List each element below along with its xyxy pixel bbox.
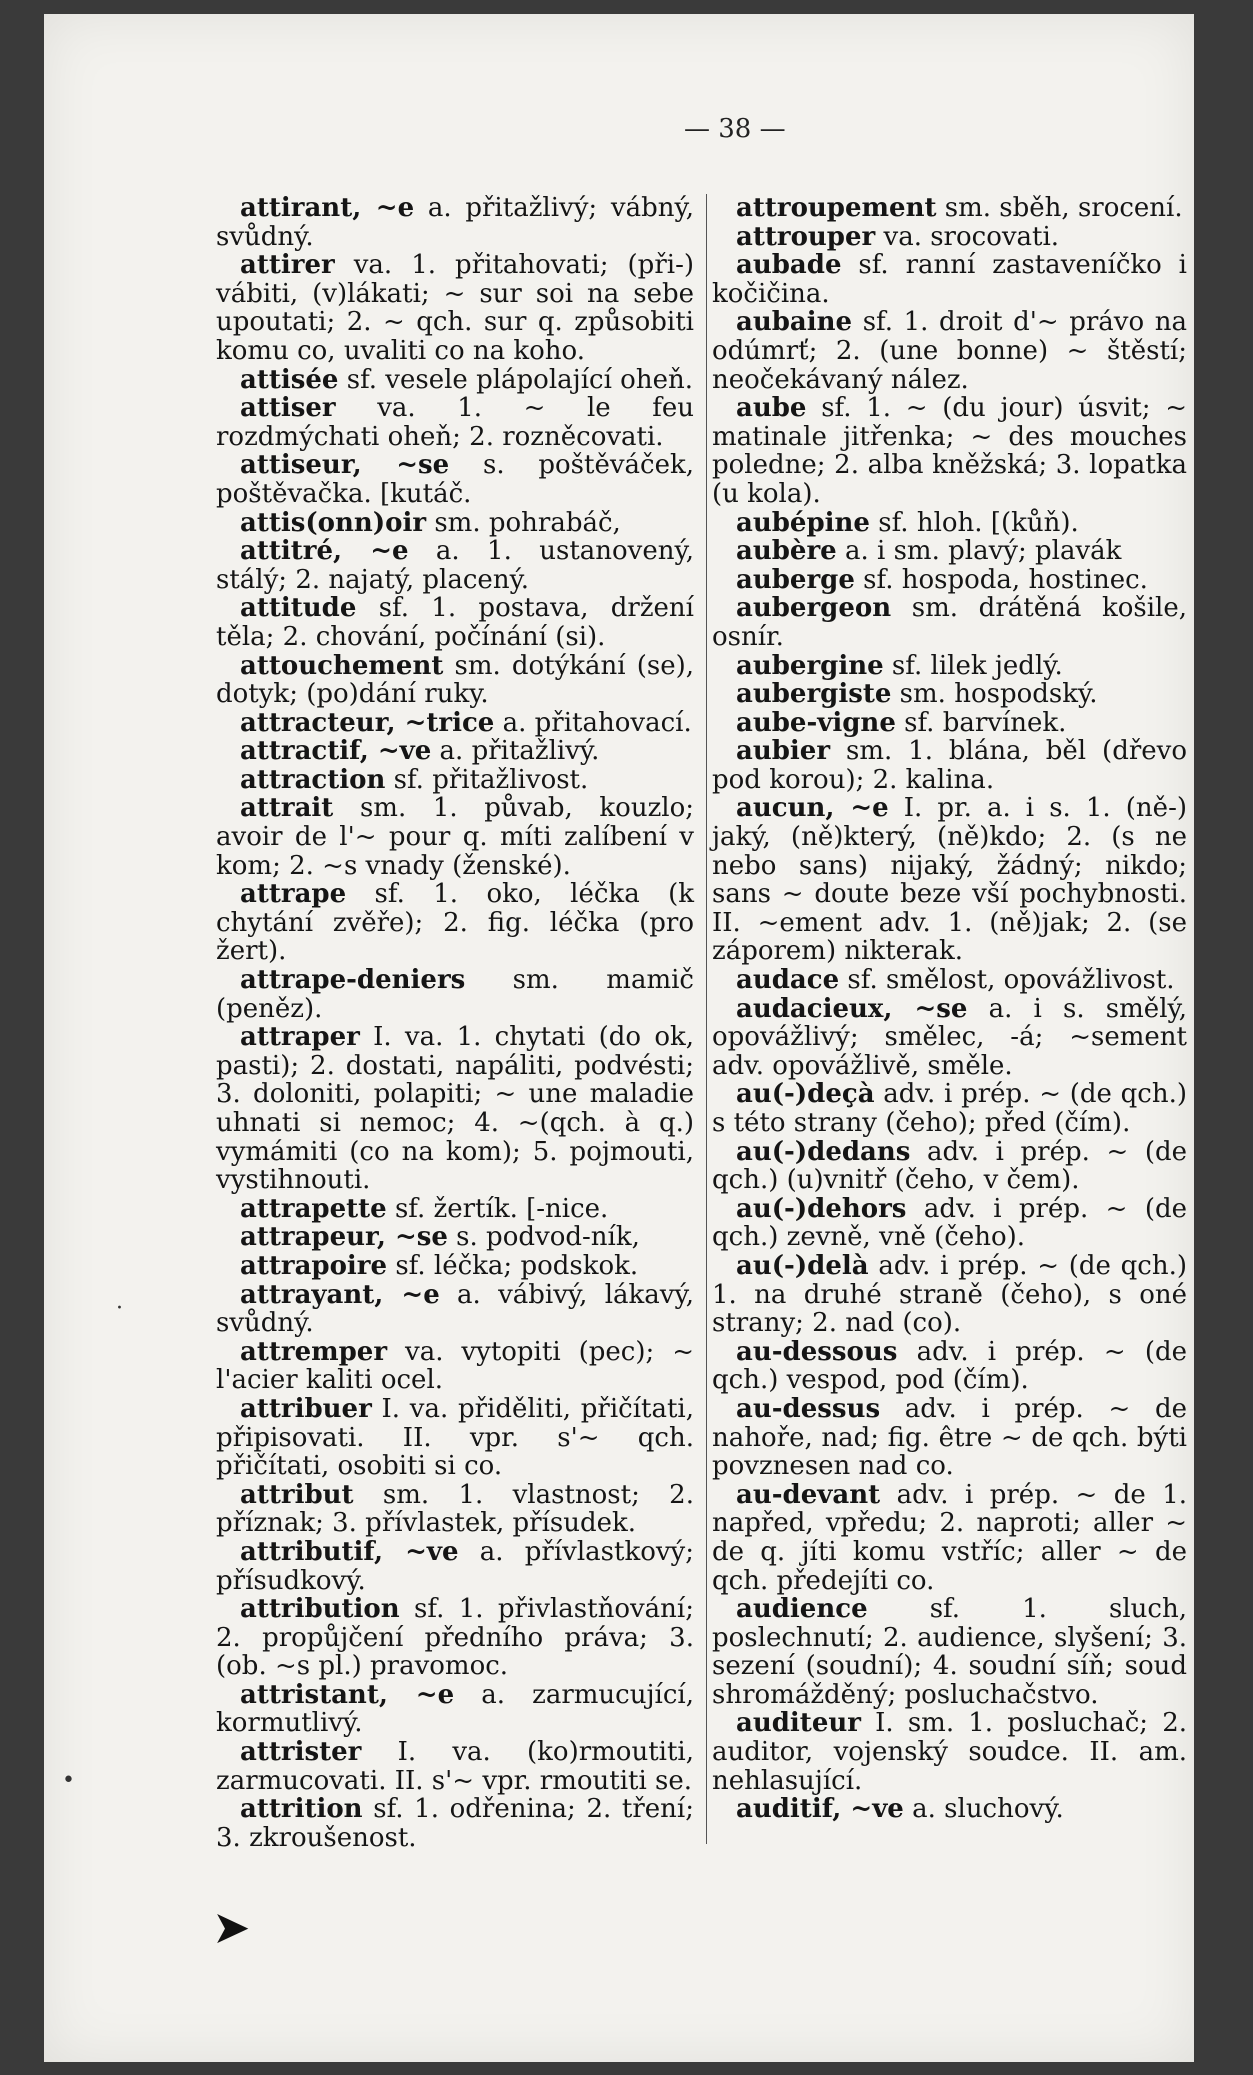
entry-definition: adv. i prép. ~ (de qch.) 1. na druhé straně (čeho), s oné strany; 2. nad (co). — [712, 1250, 1187, 1339]
entry-headword: attrapoire — [240, 1250, 388, 1281]
entry-headword: au(-)delà — [736, 1250, 869, 1281]
dictionary-entry — [712, 966, 1187, 995]
entry-definition: sf. 1. postava, držení těla; 2. chování, počínání (si). — [216, 593, 694, 652]
entry-definition: sf. hospoda, hostinec. — [854, 564, 1148, 595]
entry-definition: sm. drátěná košile, osnír. — [712, 593, 1187, 652]
entry-definition: a. 1. ustanovený, stálý; 2. najatý, placený. — [216, 536, 694, 595]
entry-headword: attrape-deniers — [240, 965, 466, 996]
entry-definition: sf. přitažlivost. — [385, 764, 589, 795]
dictionary-entry — [216, 1195, 694, 1224]
dictionary-entry — [216, 594, 694, 651]
entry-headword: aubépine — [736, 507, 870, 538]
entry-headword: attrition — [240, 1794, 363, 1825]
dictionary-entry — [712, 1138, 1187, 1195]
entry-headword: au-dessus — [736, 1393, 881, 1424]
dictionary-entry — [712, 1595, 1187, 1709]
dictionary-entry — [712, 223, 1187, 252]
dictionary-entry — [712, 709, 1187, 738]
entry-definition: sf. vesele plápolající oheň. — [338, 364, 693, 395]
dictionary-entry — [216, 1281, 694, 1338]
entry-headword: aucun, ~e — [736, 793, 889, 824]
entry-headword: aube-vigne — [736, 707, 896, 738]
dictionary-entry — [712, 308, 1187, 394]
entry-definition: va. srocovati. — [875, 221, 1060, 252]
entry-definition: I. pr. a. i s. 1. (ně-) jaký, (ně)který, (ně)kdo; 2. (s ne nebo sans) nijaký, žádný; nikdo; sans ~ doute beze vší pochybnosti. II. ~ement adv. 1. (ně)jak; 2. (se záporem) nikterak. — [712, 793, 1187, 967]
entry-headword: au(-)deçà — [736, 1079, 875, 1110]
dictionary-entry — [216, 366, 694, 395]
dictionary-entry — [216, 1538, 694, 1595]
dictionary-entry — [712, 394, 1187, 508]
entry-headword: attiseur, ~se — [240, 450, 450, 481]
entry-headword: attrouper — [736, 221, 876, 252]
entry-definition: sf. 1. sluch, poslechnutí; 2. audience, slyšení; 3. sezení (soudní); 4. soudní síň; soud shromážděný; posluchačstvo. — [712, 1594, 1187, 1710]
entry-definition: va. 1. přitahovati; (při-) vábiti, (v)lákati; ~ sur soi na sebe upoutati; 2. ~ qch. sur q. způsobiti komu co, uvaliti co na koho. — [216, 250, 694, 366]
dictionary-entry — [216, 880, 694, 966]
entry-definition: sm. 1. půvab, kouzlo; avoir de l'~ pour q. míti zalíbení v kom; 2. ~s vnady (ženské). — [216, 793, 694, 881]
entry-headword: attrister — [240, 1737, 362, 1768]
entry-definition: a. i sm. plavý; plavák — [836, 536, 1122, 567]
entry-headword: attristant, ~e — [240, 1679, 455, 1710]
entry-definition: sf. smělost, opovážlivost. — [839, 965, 1175, 996]
dictionary-entry — [216, 1681, 694, 1738]
entry-definition: adv. i prép. ~ de nahoře, nad; fig. être ~ de qch. býti povznesen nad co. — [712, 1393, 1187, 1482]
entry-definition: a. přívlastkový; přísudkový. — [216, 1536, 694, 1596]
dictionary-entry — [712, 251, 1187, 308]
dictionary-entry — [216, 1738, 694, 1795]
entry-definition: sf. 1. přivlastňování; 2. propůjčení předního práva; 3. (ob. ~s pl.) pravomoc. — [216, 1594, 694, 1682]
page-number: — 38 — — [684, 114, 786, 144]
entry-headword: au(-)dehors — [736, 1193, 907, 1224]
entry-headword: attroupement — [736, 193, 937, 223]
entry-definition: I. va. (ko)rmoutiti, zarmucovati. II. s'~ vpr. rmoutiti se. — [216, 1737, 694, 1796]
right-column — [712, 194, 1187, 1824]
entry-headword: attraction — [240, 764, 386, 795]
dictionary-entry — [216, 1595, 694, 1681]
entry-headword: attractif, ~ve — [240, 736, 432, 767]
dictionary-entry — [712, 1395, 1187, 1481]
entry-definition: s. podvod-ník, — [447, 1222, 640, 1253]
dictionary-entry — [216, 737, 694, 766]
dictionary-entry — [216, 1481, 694, 1538]
entry-definition: a. i s. smělý, opovážlivý; smělec, -á; ~sement adv. opovážlivě, směle. — [712, 993, 1188, 1081]
entry-headword: attrapette — [240, 1193, 387, 1224]
dictionary-entry — [712, 1338, 1187, 1395]
entry-headword: aubaine — [736, 307, 853, 338]
speck-mark: • — [62, 1768, 75, 1793]
entry-definition: sm. mamič (peněz). — [216, 965, 694, 1024]
entry-headword: attrapeur, ~se — [240, 1222, 448, 1253]
entry-headword: attouchement — [240, 650, 444, 681]
entry-headword: aubier — [736, 736, 831, 767]
dictionary-entry — [216, 1023, 694, 1195]
entry-headword: aubergeon — [736, 593, 892, 624]
column-divider — [706, 194, 707, 1844]
entry-definition: a. sluchový. — [903, 1794, 1064, 1825]
dictionary-entry — [216, 766, 694, 795]
entry-definition: sf. barvínek. — [895, 707, 1067, 738]
entry-definition: adv. i prép. ~ (de qch.) zevně, vně (čeho). — [712, 1193, 1187, 1253]
dictionary-entry — [712, 652, 1187, 681]
entry-headword: aube — [736, 393, 807, 424]
dictionary-entry — [712, 1195, 1187, 1252]
entry-definition: a. přitažlivý; vábný, svůdný. — [216, 193, 694, 252]
entry-definition: adv. i prép. ~ (de qch.) (u)vnitř (čeho, v čem). — [712, 1136, 1187, 1196]
entry-headword: attribut — [240, 1479, 354, 1510]
dictionary-entry — [712, 509, 1187, 538]
entry-definition: va. vytopiti (pec); ~ l'acier kaliti ocel. — [216, 1336, 694, 1396]
entry-definition: sf. 1. droit d'~ právo na odúmrť; 2. (une bonne) ~ štěstí; neočekávaný nález. — [712, 307, 1187, 395]
entry-definition: sf. ranní zastaveníčko i kočičina. — [712, 250, 1187, 309]
entry-definition: sm. hospodský. — [891, 679, 1098, 710]
entry-definition: sm. pohrabáč, — [426, 507, 621, 538]
dictionary-entry — [712, 1252, 1187, 1338]
dictionary-entry — [216, 509, 694, 538]
speck-mark: · — [116, 1296, 123, 1321]
entry-headword: attitré, ~e — [240, 536, 409, 567]
dictionary-entry — [712, 1080, 1187, 1137]
ink-blot-icon: ➤ — [212, 1900, 251, 1954]
entry-headword: attirer — [240, 250, 335, 281]
dictionary-entry — [216, 451, 694, 508]
entry-definition: I. sm. 1. posluchač; 2. auditor, vojenský soudce. II. am. nehlasující. — [712, 1708, 1187, 1796]
entry-definition: sm. 1. blána, běl (dřevo pod korou); 2. kalina. — [712, 736, 1187, 795]
entry-definition: sf. 1. oko, léčka (k chytání zvěře); 2. fig. léčka (pro žert). — [216, 879, 694, 967]
entry-definition: sm. sběh, srocení. — [936, 193, 1183, 223]
entry-headword: audacieux, ~se — [736, 993, 968, 1024]
dictionary-entry — [216, 394, 694, 451]
entry-definition: sf. léčka; podskok. — [387, 1250, 639, 1281]
dictionary-entry — [712, 537, 1187, 566]
entry-headword: attiser — [240, 393, 336, 424]
entry-headword: attremper — [240, 1336, 388, 1367]
dictionary-entry — [712, 594, 1187, 651]
dictionary-page — [44, 14, 1194, 2062]
entry-headword: attirant, ~e — [240, 193, 415, 223]
entry-headword: attribuer — [240, 1393, 372, 1424]
entry-headword: attribution — [240, 1594, 400, 1625]
entry-definition: sm. 1. vlastnost; 2. příznak; 3. přívlastek, přísudek. — [216, 1479, 694, 1539]
entry-definition: I. va. 1. chytati (do ok, pasti); 2. dostati, napáliti, podvésti; 3. doloniti, polapiti; ~ une maladie uhnati si nemoc; 4. ~(qch. à q.) vymámiti (co na kom); 5. pojmouti, vystihnouti. — [216, 1022, 694, 1196]
entry-headword: attitude — [240, 593, 357, 624]
dictionary-entry — [216, 537, 694, 594]
dictionary-entry — [216, 794, 694, 880]
entry-headword: au(-)dedans — [736, 1136, 911, 1167]
entry-headword: aubergiste — [736, 679, 892, 710]
dictionary-entry — [712, 1795, 1187, 1824]
dictionary-entry — [216, 652, 694, 709]
dictionary-entry — [216, 1795, 694, 1852]
entry-definition: a. zarmucující, kormutlivý. — [216, 1679, 694, 1739]
dictionary-entry — [216, 194, 694, 251]
entry-definition: sm. dotýkání (se), dotyk; (po)dání ruky. — [216, 650, 694, 710]
entry-headword: aubade — [736, 250, 842, 281]
entry-headword: auberge — [736, 564, 855, 595]
entry-definition: adv. i prép. ~ de 1. napřed, vpředu; 2. naproti; aller ~ de q. jíti komu vstříc; aller ~ de qch. předejíti co. — [712, 1479, 1187, 1596]
entry-definition: a. přitahovací. — [494, 707, 692, 738]
entry-headword: attrait — [240, 793, 334, 824]
entry-headword: attrayant, ~e — [240, 1279, 440, 1310]
entry-headword: attis(onn)oir — [240, 507, 427, 538]
entry-headword: attributif, ~ve — [240, 1536, 459, 1567]
dictionary-entry — [216, 1252, 694, 1281]
entry-headword: auditeur — [736, 1708, 861, 1739]
entry-definition: a. přitažlivý. — [431, 736, 600, 767]
entry-headword: audace — [736, 965, 840, 996]
entry-definition: sf. žertík. [-nice. — [386, 1193, 609, 1224]
dictionary-entry — [712, 680, 1187, 709]
dictionary-entry — [712, 566, 1187, 595]
entry-headword: attisée — [240, 364, 339, 395]
entry-headword: au-devant — [736, 1479, 881, 1510]
dictionary-entry — [712, 794, 1187, 966]
entry-definition: I. va. přiděliti, přičítati, připisovati. II. vpr. s'~ qch. přičítati, osobiti si co. — [216, 1393, 694, 1482]
entry-definition: va. 1. ~ le feu rozdmýchati oheň; 2. rozněcovati. — [216, 393, 694, 452]
entry-definition: a. vábivý, lákavý, svůdný. — [216, 1279, 694, 1339]
entry-headword: attrape — [240, 879, 347, 910]
entry-headword: aubère — [736, 536, 837, 567]
dictionary-entry — [712, 995, 1187, 1081]
dictionary-entry — [712, 737, 1187, 794]
dictionary-entry — [216, 1338, 694, 1395]
dictionary-entry — [216, 709, 694, 738]
entry-definition: s. poštěváček, poštěvačka. [kutáč. — [216, 450, 694, 509]
dictionary-entry — [712, 194, 1187, 223]
entry-definition: sf. 1. odřenina; 2. tření; 3. zkroušenost. — [216, 1794, 694, 1853]
dictionary-entry — [216, 1223, 694, 1252]
entry-definition: sf. hloh. [(kůň). — [869, 507, 1079, 538]
entry-headword: attracteur, ~trice — [240, 707, 495, 738]
dictionary-entry — [216, 251, 694, 365]
left-column — [216, 194, 694, 1852]
entry-headword: audience — [736, 1594, 868, 1625]
dictionary-entry — [712, 1481, 1187, 1595]
dictionary-entry — [216, 966, 694, 1023]
entry-headword: au-dessous — [736, 1336, 898, 1367]
entry-definition: adv. i prép. ~ (de qch.) s této strany (čeho); před (čím). — [712, 1079, 1187, 1138]
entry-headword: aubergine — [736, 650, 884, 681]
entry-definition: sf. 1. ~ (du jour) úsvit; ~ matinale jitřenka; ~ des mouches poledne; 2. alba kněžská; 3. lopatka (u kola). — [712, 393, 1187, 509]
dictionary-entry — [216, 1395, 694, 1481]
entry-headword: auditif, ~ve — [736, 1794, 904, 1825]
dictionary-entry — [712, 1709, 1187, 1795]
entry-definition: adv. i prép. ~ (de qch.) vespod, pod (čím). — [712, 1336, 1187, 1396]
entry-headword: attraper — [240, 1022, 360, 1053]
entry-definition: sf. lilek jedlý. — [883, 650, 1063, 681]
